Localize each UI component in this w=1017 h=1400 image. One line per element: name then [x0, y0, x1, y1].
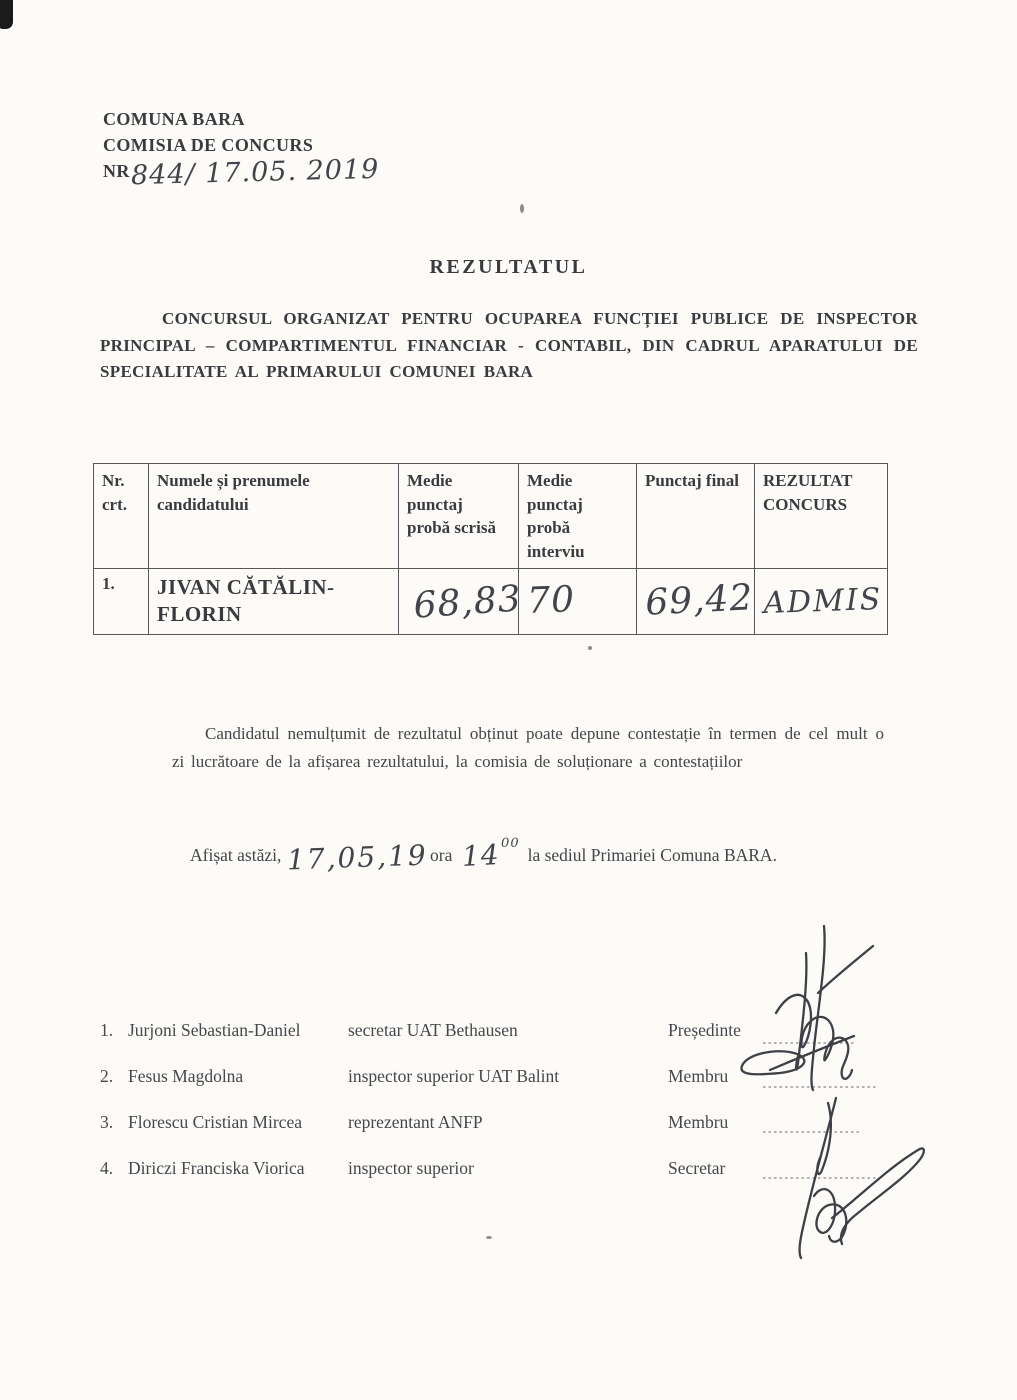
col-header-interview: Medie punctaj probă interviu: [519, 464, 637, 569]
scan-speck: [588, 646, 592, 650]
table-row: [94, 569, 888, 635]
member-name: Jurjoni Sebastian-Daniel: [128, 1020, 301, 1040]
contestation-paragraph: Candidatul nemulțumit de rezultatul obținut poate depune contestație în termen de cel mult o zi lucrătoare de la afișarea rezultatului, la comisia de soluționare a contestațiilor: [172, 724, 884, 771]
member-number: 3.: [100, 1112, 114, 1132]
committee-name: COMISIA DE CONCURS: [103, 135, 314, 155]
member-number: 2.: [100, 1066, 114, 1086]
member-position: Membru: [668, 1112, 729, 1132]
cell-row-number: 1.: [94, 569, 149, 635]
signatures-block: [728, 918, 928, 1288]
col-header-candidate: Numele și prenumele candidatului: [149, 464, 399, 569]
member-number: 1.: [100, 1020, 114, 1040]
results-table: [93, 463, 888, 635]
signature-scrawl-top: [741, 926, 873, 1090]
subject-paragraph: CONCURSUL ORGANIZAT PENTRU OCUPAREA FUNCȚIEI PUBLICE DE INSPECTOR PRINCIPAL – COMPARTIMENTUL FINANCIAR - CONTABIL, DIN CADRUL APARATULUI DE SPECIALITATE AL PRIMARULUI COMUNEI BARA: [100, 309, 918, 381]
member-position: Membru: [668, 1066, 729, 1086]
col-header-final: Punctaj final: [637, 464, 755, 569]
handwritten-interview-score: 70: [526, 579, 576, 622]
scan-corner-artifact: [0, 0, 13, 29]
cell-written-score: [399, 569, 523, 635]
cell-candidate-name: JIVAN CĂTĂLIN-FLORIN: [149, 569, 399, 635]
table-header-row: [94, 464, 888, 569]
doc-title: REZULTATUL: [429, 256, 588, 278]
handwritten-written-score: 68,83: [412, 578, 523, 627]
member-position: Președinte: [668, 1020, 741, 1040]
posted-line: [190, 836, 777, 877]
scan-speck: [520, 204, 524, 213]
member-role: reprezentant ANFP: [348, 1112, 483, 1132]
handwritten-result: ADMIS: [762, 581, 883, 622]
col-header-written: Medie punctaj probă scrisă: [399, 464, 519, 569]
cell-final-score: [637, 569, 755, 635]
handwritten-final-score: 69,42: [644, 577, 755, 624]
handwritten-posted-date: 17,05,19: [286, 838, 429, 877]
member-name: Diriczi Franciska Viorica: [128, 1158, 305, 1178]
hour-label: ora: [430, 845, 453, 865]
member-name: Fesus Magdolna: [128, 1066, 244, 1086]
cell-interview-score: [519, 569, 637, 635]
col-header-nr: Nr. crt.: [94, 464, 149, 569]
member-role: inspector superior: [348, 1158, 474, 1178]
member-name: Florescu Cristian Mircea: [128, 1112, 302, 1132]
scan-speck: [486, 1236, 492, 1239]
member-role: inspector superior UAT Balint: [348, 1066, 560, 1086]
posted-prefix: Afișat astăzi,: [190, 845, 282, 865]
doc-header: [103, 106, 380, 192]
cell-result: [755, 569, 888, 635]
nr-handwritten-value: 844/ 17.05. 2019: [130, 153, 380, 192]
registration-number-line: [103, 153, 380, 192]
member-number: 4.: [100, 1158, 114, 1178]
member-position: Secretar: [668, 1158, 726, 1178]
handwritten-posted-hour: 14: [461, 838, 501, 873]
handwritten-posted-minutes: 00: [501, 836, 520, 851]
posted-suffix: la sediul Primariei Comuna BARA.: [527, 845, 777, 865]
member-role: secretar UAT Bethausen: [348, 1020, 518, 1040]
org-name: COMUNA BARA: [103, 109, 245, 129]
nr-label: NR: [103, 161, 130, 181]
col-header-result: REZULTAT CONCURS: [755, 464, 888, 569]
